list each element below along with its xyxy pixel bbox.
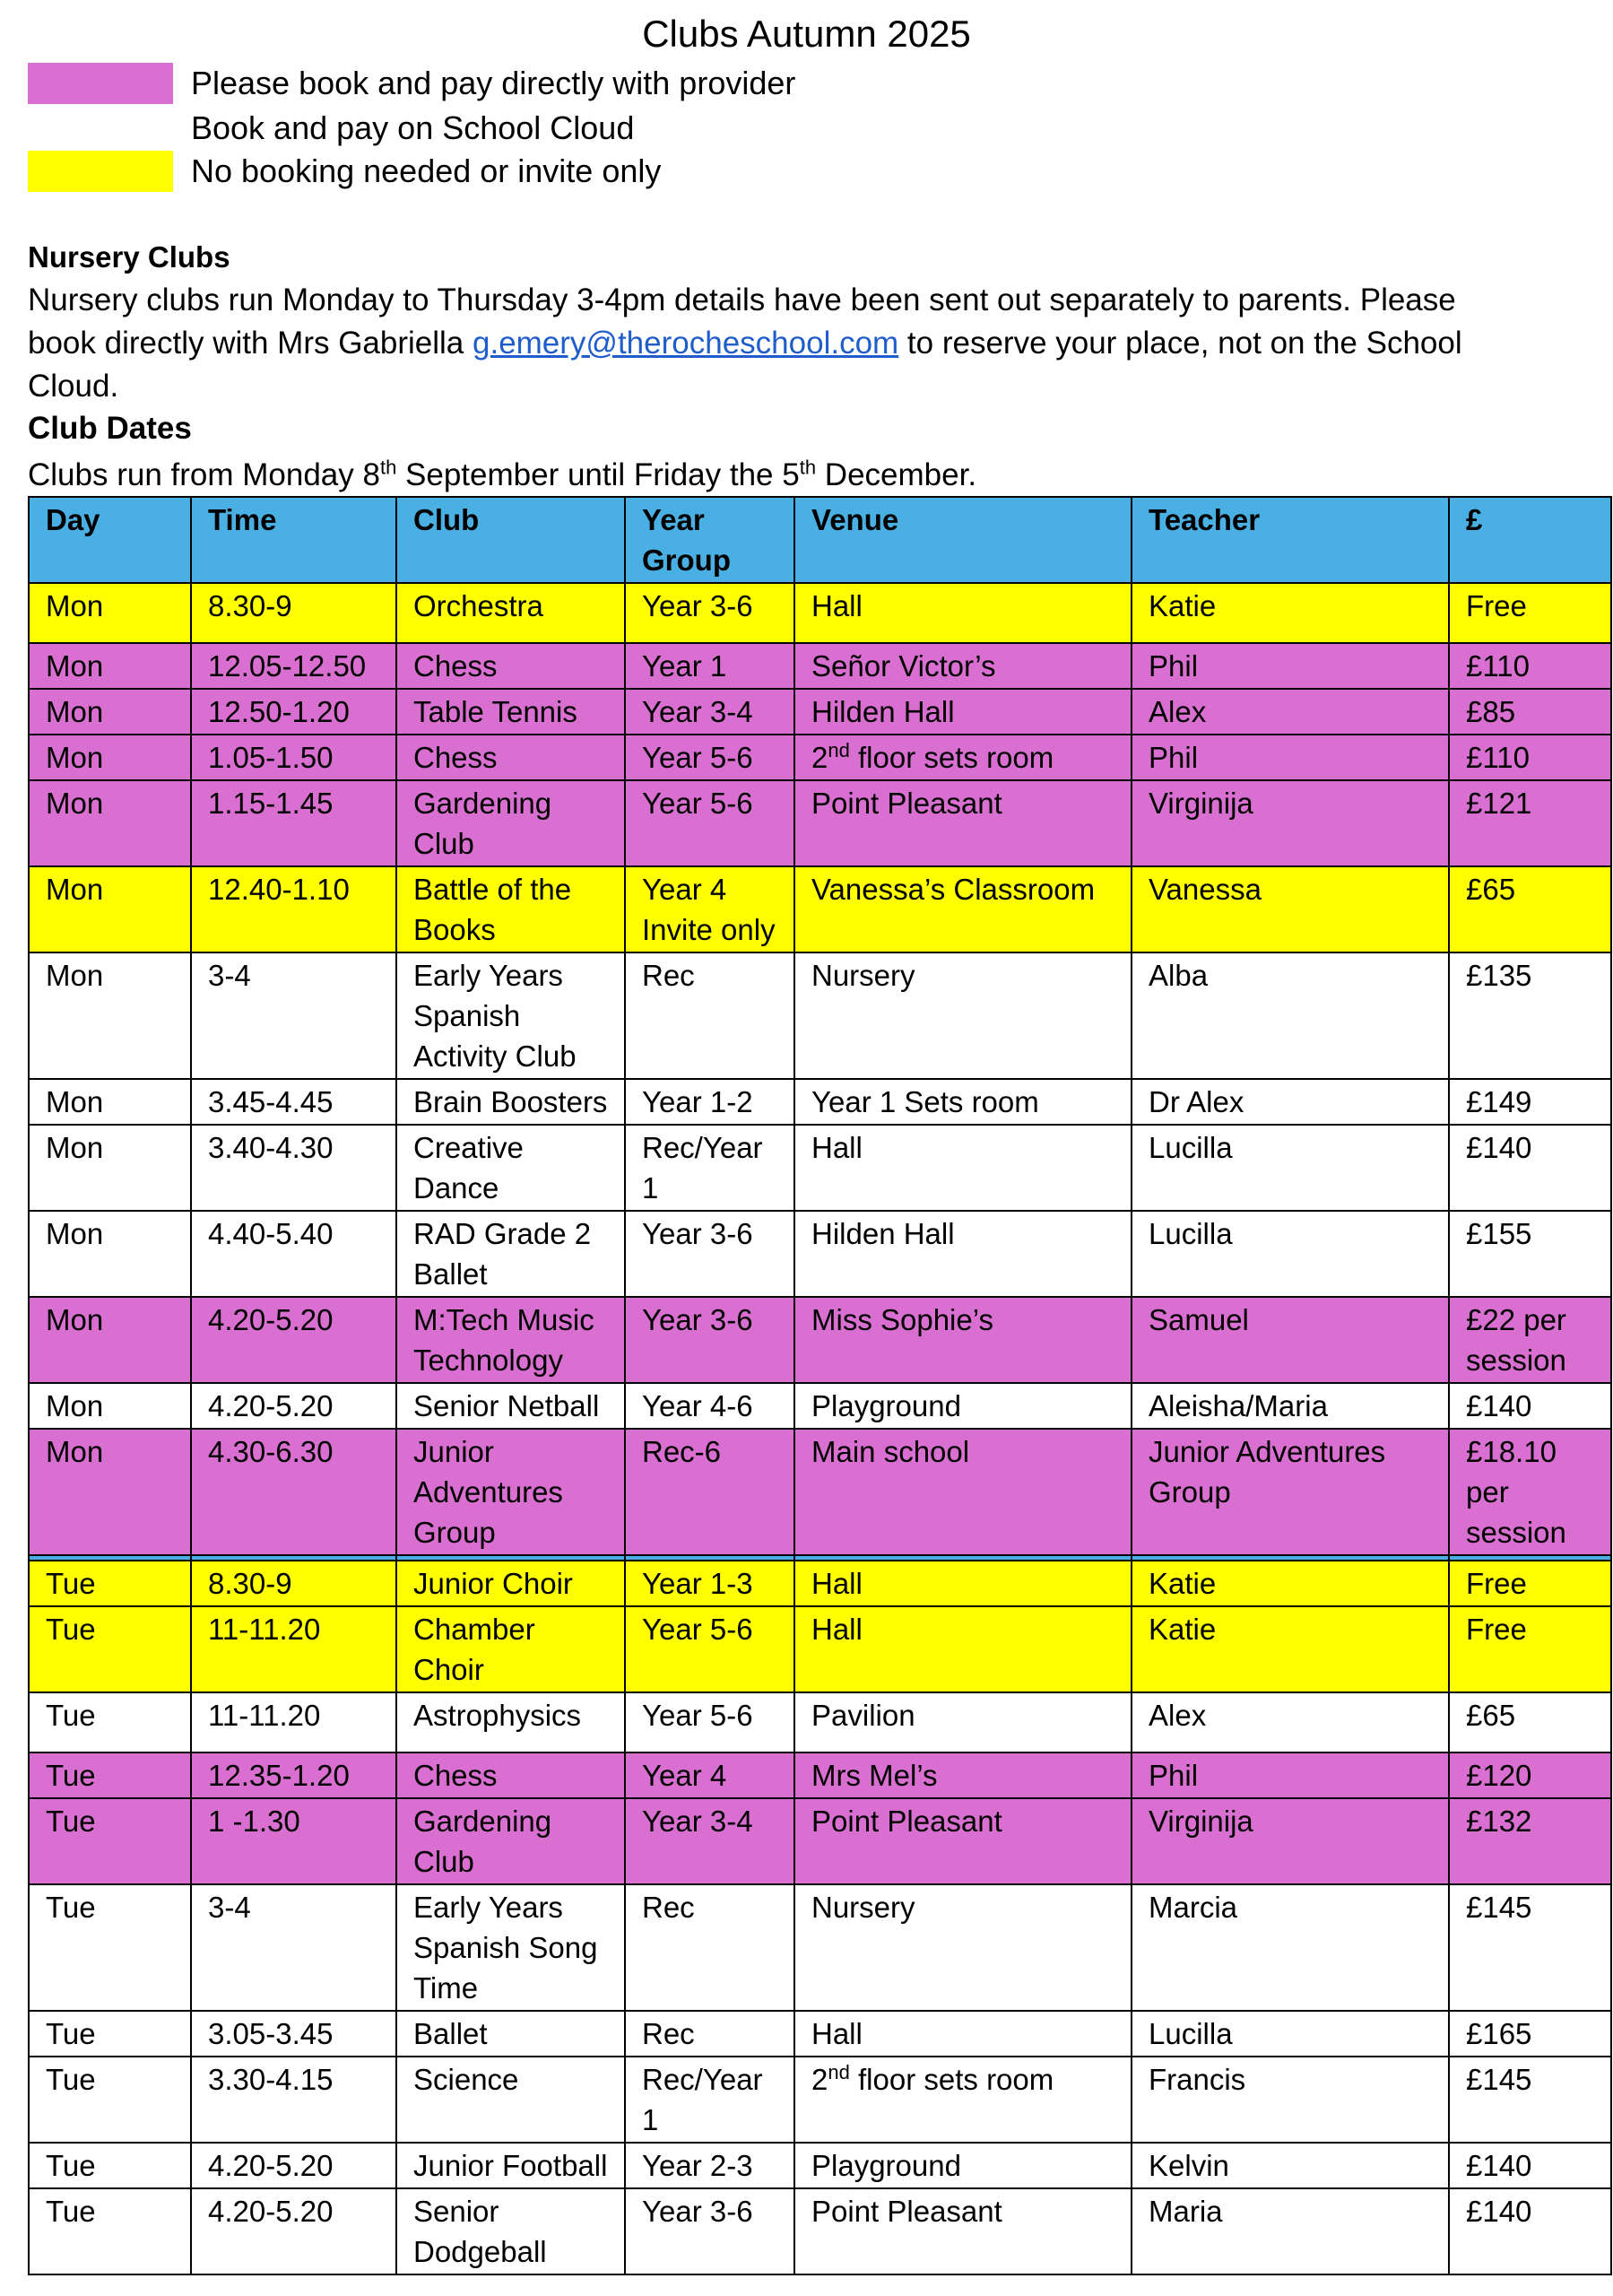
table-row [29, 1752, 1611, 1798]
cell-club: Table Tennis [396, 689, 625, 735]
cell-club: Ballet [396, 2011, 625, 2057]
cell-teacher: Phil [1132, 643, 1449, 689]
cell-club: Science [396, 2057, 625, 2143]
nursery-text-before: Nursery clubs run Monday to Thursday 3-4pm details have been sent out separately to parents. Please book directly with Mrs Gabriella [28, 283, 1456, 361]
legend-white-swatch [28, 108, 173, 149]
cell-price: £120 [1449, 1752, 1611, 1798]
cell-club: Chess [396, 1752, 625, 1798]
cell-club: Gardening Club [396, 1798, 625, 1884]
legend-yellow-swatch [28, 151, 173, 192]
cell-time: 12.05-12.50 [191, 643, 396, 689]
cell-price: £85 [1449, 689, 1611, 735]
cell-time: 1.15-1.45 [191, 780, 396, 866]
table-row [29, 735, 1611, 780]
cell-venue: Playground [794, 1383, 1132, 1429]
cell-club: Creative Dance [396, 1125, 625, 1211]
cell-time: 4.40-5.40 [191, 1211, 396, 1297]
table-row [29, 2057, 1611, 2143]
table-row [29, 1884, 1611, 2011]
table-row [29, 1692, 1611, 1752]
cell-venue: Hall [794, 1561, 1132, 1606]
cell-day: Mon [29, 1211, 191, 1297]
cell-price: £65 [1449, 866, 1611, 952]
cell-venue: Playground [794, 2143, 1132, 2188]
cell-year-group: Year 1-2 [625, 1079, 794, 1125]
cell-time: 4.20-5.20 [191, 2188, 396, 2274]
cell-teacher: Lucilla [1132, 1211, 1449, 1297]
cell-price: Free [1449, 1606, 1611, 1692]
table-row [29, 689, 1611, 735]
table-row [29, 1798, 1611, 1884]
cell-venue: Hall [794, 1125, 1132, 1211]
cell-venue: Señor Victor’s [794, 643, 1132, 689]
cell-time: 11-11.20 [191, 1692, 396, 1752]
cell-year-group: Year 4 [625, 1752, 794, 1798]
cell-day: Mon [29, 1079, 191, 1125]
cell-time: 4.20-5.20 [191, 2143, 396, 2188]
cell-year-group: Rec [625, 952, 794, 1079]
cell-teacher: Katie [1132, 1561, 1449, 1606]
cell-year-group: Year 5-6 [625, 1606, 794, 1692]
legend-pink-swatch [28, 63, 173, 104]
cell-teacher: Alex [1132, 1692, 1449, 1752]
cell-time: 3.45-4.45 [191, 1079, 396, 1125]
table-row [29, 1606, 1611, 1692]
nursery-text-after: to reserve your place, not on the School Cloud. [28, 326, 1462, 404]
cell-day: Mon [29, 1383, 191, 1429]
club-dates-heading: Club Dates [28, 411, 192, 446]
cell-year-group: Year 3-6 [625, 583, 794, 643]
cell-day: Mon [29, 780, 191, 866]
clubs-table-body [29, 583, 1611, 2274]
cell-time: 1.05-1.50 [191, 735, 396, 780]
cell-day: Mon [29, 952, 191, 1079]
club-dates-text [28, 454, 1516, 497]
cell-price: £65 [1449, 1692, 1611, 1752]
cell-price: £132 [1449, 1798, 1611, 1884]
cell-venue: Main school [794, 1429, 1132, 1555]
cell-year-group: Year 4 Invite only [625, 866, 794, 952]
cell-club: Chess [396, 735, 625, 780]
table-row [29, 1561, 1611, 1606]
legend-white-label: Book and pay on School Cloud [191, 109, 635, 146]
cell-price: £165 [1449, 2011, 1611, 2057]
cell-club: Orchestra [396, 583, 625, 643]
cell-teacher: Aleisha/Maria [1132, 1383, 1449, 1429]
table-row [29, 1429, 1611, 1555]
cell-year-group: Year 1-3 [625, 1561, 794, 1606]
table-row [29, 2011, 1611, 2057]
cell-day: Tue [29, 2057, 191, 2143]
cell-club: Chamber Choir [396, 1606, 625, 1692]
cell-teacher: Alba [1132, 952, 1449, 1079]
cell-club: Brain Boosters [396, 1079, 625, 1125]
header-time: Time [191, 497, 396, 583]
cell-day: Tue [29, 1752, 191, 1798]
cell-teacher: Katie [1132, 583, 1449, 643]
cell-venue: Point Pleasant [794, 2188, 1132, 2274]
cell-venue: Hall [794, 1606, 1132, 1692]
cell-time: 8.30-9 [191, 583, 396, 643]
cell-venue: Hall [794, 2011, 1132, 2057]
header-price: £ [1449, 497, 1611, 583]
cell-year-group: Year 3-6 [625, 2188, 794, 2274]
cell-club: Junior Adventures Group [396, 1429, 625, 1555]
cell-time: 3-4 [191, 952, 396, 1079]
cell-time: 12.50-1.20 [191, 689, 396, 735]
cell-teacher: Maria [1132, 2188, 1449, 2274]
cell-venue: Point Pleasant [794, 1798, 1132, 1884]
cell-time: 3.30-4.15 [191, 2057, 396, 2143]
cell-day: Tue [29, 1884, 191, 2011]
dates-text-a: Clubs run from Monday 8 [28, 457, 380, 492]
cell-teacher: Samuel [1132, 1297, 1449, 1383]
table-row [29, 583, 1611, 643]
cell-venue: Vanessa’s Classroom [794, 866, 1132, 952]
cell-day: Tue [29, 1798, 191, 1884]
cell-day: Mon [29, 1125, 191, 1211]
cell-club: Senior Netball [396, 1383, 625, 1429]
cell-teacher: Lucilla [1132, 2011, 1449, 2057]
table-row [29, 1297, 1611, 1383]
cell-price: £155 [1449, 1211, 1611, 1297]
cell-venue: Nursery [794, 1884, 1132, 2011]
cell-price: £110 [1449, 735, 1611, 780]
cell-venue: 2nd floor sets room [794, 2057, 1132, 2143]
cell-time: 11-11.20 [191, 1606, 396, 1692]
cell-price: £18.10 per session [1449, 1429, 1611, 1555]
cell-year-group: Year 1 [625, 643, 794, 689]
cell-teacher: Phil [1132, 735, 1449, 780]
cell-club: RAD Grade 2 Ballet [396, 1211, 625, 1297]
cell-year-group: Rec/Year 1 [625, 1125, 794, 1211]
cell-venue: Point Pleasant [794, 780, 1132, 866]
cell-year-group: Rec [625, 2011, 794, 2057]
cell-time: 1 -1.30 [191, 1798, 396, 1884]
cell-year-group: Year 3-6 [625, 1211, 794, 1297]
cell-price: £140 [1449, 1125, 1611, 1211]
cell-venue: Year 1 Sets room [794, 1079, 1132, 1125]
cell-day: Mon [29, 866, 191, 952]
cell-venue: Hilden Hall [794, 1211, 1132, 1297]
table-row [29, 1383, 1611, 1429]
cell-day: Mon [29, 1429, 191, 1555]
cell-club: Junior Choir [396, 1561, 625, 1606]
cell-price: £22 per session [1449, 1297, 1611, 1383]
dates-text-b: September until Friday the 5 [396, 457, 800, 492]
page-title: Clubs Autumn 2025 [642, 13, 971, 55]
cell-time: 3.05-3.45 [191, 2011, 396, 2057]
cell-price: £149 [1449, 1079, 1611, 1125]
cell-price: £145 [1449, 1884, 1611, 2011]
cell-price: £110 [1449, 643, 1611, 689]
cell-day: Tue [29, 2143, 191, 2188]
clubs-table [28, 496, 1612, 2275]
cell-venue: 2nd floor sets room [794, 735, 1132, 780]
table-row [29, 952, 1611, 1079]
cell-time: 3.40-4.30 [191, 1125, 396, 1211]
table-header-row [29, 497, 1611, 583]
header-day: Day [29, 497, 191, 583]
cell-venue: Nursery [794, 952, 1132, 1079]
cell-club: Chess [396, 643, 625, 689]
cell-teacher: Lucilla [1132, 1125, 1449, 1211]
cell-year-group: Rec-6 [625, 1429, 794, 1555]
cell-price: £135 [1449, 952, 1611, 1079]
legend-pink-label: Please book and pay directly with provider [191, 65, 796, 101]
cell-time: 8.30-9 [191, 1561, 396, 1606]
cell-year-group: Rec [625, 1884, 794, 2011]
header-venue: Venue [794, 497, 1132, 583]
cell-time: 12.35-1.20 [191, 1752, 396, 1798]
cell-teacher: Junior Adventures Group [1132, 1429, 1449, 1555]
cell-teacher: Virginija [1132, 780, 1449, 866]
cell-price: £121 [1449, 780, 1611, 866]
cell-club: Junior Football [396, 2143, 625, 2188]
header-year-group: Year Group [625, 497, 794, 583]
cell-year-group: Year 5-6 [625, 1692, 794, 1752]
table-row [29, 866, 1611, 952]
cell-teacher: Marcia [1132, 1884, 1449, 2011]
cell-day: Tue [29, 1561, 191, 1606]
cell-year-group: Year 3-4 [625, 1798, 794, 1884]
dates-sup-b: th [799, 456, 817, 479]
cell-price: £145 [1449, 2057, 1611, 2143]
cell-teacher: Dr Alex [1132, 1079, 1449, 1125]
cell-day: Mon [29, 643, 191, 689]
cell-day: Tue [29, 1606, 191, 1692]
cell-club: Senior Dodgeball [396, 2188, 625, 2274]
cell-time: 12.40-1.10 [191, 866, 396, 952]
cell-club: Battle of the Books [396, 866, 625, 952]
table-row [29, 1079, 1611, 1125]
cell-teacher: Katie [1132, 1606, 1449, 1692]
header-teacher: Teacher [1132, 497, 1449, 583]
table-row [29, 780, 1611, 866]
cell-day: Mon [29, 689, 191, 735]
cell-teacher: Alex [1132, 689, 1449, 735]
cell-day: Mon [29, 735, 191, 780]
cell-day: Tue [29, 2188, 191, 2274]
cell-venue: Pavilion [794, 1692, 1132, 1752]
table-row [29, 2143, 1611, 2188]
cell-price: Free [1449, 583, 1611, 643]
cell-venue: Hilden Hall [794, 689, 1132, 735]
cell-teacher: Phil [1132, 1752, 1449, 1798]
nursery-heading: Nursery Clubs [28, 240, 230, 274]
table-row [29, 1211, 1611, 1297]
cell-venue: Hall [794, 583, 1132, 643]
cell-year-group: Year 4-6 [625, 1383, 794, 1429]
table-row [29, 643, 1611, 689]
cell-time: 3-4 [191, 1884, 396, 2011]
cell-time: 4.20-5.20 [191, 1383, 396, 1429]
cell-teacher: Francis [1132, 2057, 1449, 2143]
cell-price: £140 [1449, 2143, 1611, 2188]
cell-teacher: Virginija [1132, 1798, 1449, 1884]
cell-year-group: Year 3-4 [625, 689, 794, 735]
cell-club: M:Tech Music Technology [396, 1297, 625, 1383]
cell-year-group: Year 5-6 [625, 780, 794, 866]
cell-year-group: Year 5-6 [625, 735, 794, 780]
nursery-paragraph [28, 279, 1516, 408]
cell-year-group: Year 2-3 [625, 2143, 794, 2188]
cell-club: Astrophysics [396, 1692, 625, 1752]
cell-club: Gardening Club [396, 780, 625, 866]
cell-club: Early Years Spanish Song Time [396, 1884, 625, 2011]
cell-venue: Miss Sophie’s [794, 1297, 1132, 1383]
cell-day: Tue [29, 1692, 191, 1752]
table-row [29, 1125, 1611, 1211]
cell-year-group: Rec/Year 1 [625, 2057, 794, 2143]
dates-text-c: December. [816, 457, 977, 492]
cell-day: Mon [29, 1297, 191, 1383]
cell-club: Early Years Spanish Activity Club [396, 952, 625, 1079]
cell-teacher: Vanessa [1132, 866, 1449, 952]
cell-price: £140 [1449, 2188, 1611, 2274]
cell-time: 4.20-5.20 [191, 1297, 396, 1383]
cell-venue: Mrs Mel’s [794, 1752, 1132, 1798]
nursery-email-link[interactable]: g.emery@therocheschool.com [473, 326, 899, 361]
header-club: Club [396, 497, 625, 583]
table-row [29, 2188, 1611, 2274]
cell-year-group: Year 3-6 [625, 1297, 794, 1383]
cell-price: Free [1449, 1561, 1611, 1606]
cell-price: £140 [1449, 1383, 1611, 1429]
legend-yellow-label: No booking needed or invite only [191, 152, 662, 189]
cell-teacher: Kelvin [1132, 2143, 1449, 2188]
cell-day: Tue [29, 2011, 191, 2057]
cell-time: 4.30-6.30 [191, 1429, 396, 1555]
cell-day: Mon [29, 583, 191, 643]
dates-sup-a: th [379, 456, 397, 479]
